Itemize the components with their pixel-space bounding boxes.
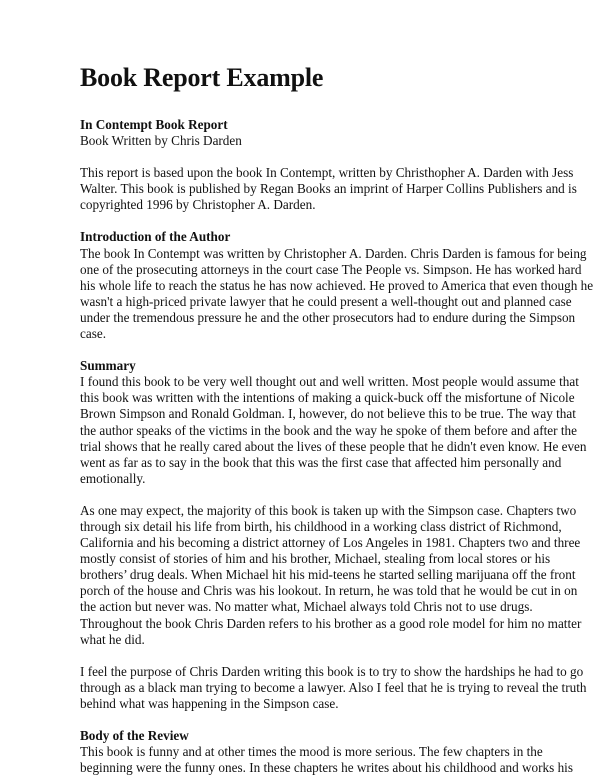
paragraph-line: trial shows that he really cared about the lives of these people that he didn't even know. He even bbox=[80, 438, 587, 454]
simpson-case-paragraph bbox=[80, 502, 582, 648]
paragraph-line: wasn't a high-priced private lawyer that he could present a well-thought out and planned case bbox=[80, 293, 572, 309]
paragraph-line: Brown Simpson and Ronald Goldman. I, however, do not believe this to be true. The way that bbox=[80, 406, 576, 422]
paragraph-line: California and his becoming a district attorney of Los Angeles in 1981. Chapters two and three bbox=[80, 535, 581, 551]
paragraph-line: this book was written with the intentions of making a quick-buck off the misfortune of Nicole bbox=[80, 390, 575, 406]
paragraph-line: As one may expect, the majority of this book is taken up with the Simpson case. Chapters two bbox=[80, 502, 577, 518]
section-heading-summary: Summary bbox=[80, 358, 136, 374]
report-header bbox=[80, 117, 540, 149]
paragraph-line: Throughout the book Chris Darden refers to his brother as a good role model for him no matter bbox=[80, 615, 582, 631]
paragraph-line: This book is funny and at other times the mood is more serious. The few chapters in the bbox=[80, 744, 543, 760]
paragraph-line: The book In Contempt was written by Christopher A. Darden. Chris Darden is famous for being bbox=[80, 245, 587, 261]
report-heading: In Contempt Book Report bbox=[80, 117, 228, 132]
paragraph-line: one of the prosecuting attorneys in the court case The People vs. Simpson. He has worked hard bbox=[80, 261, 582, 277]
paragraph-line: the action but never was. No matter what, Michael always told Chris not to use drugs. bbox=[80, 599, 533, 615]
paragraph-line: his whole life to reach the status he has now achieved. He proved to America that even though he bbox=[80, 277, 594, 293]
document-title: Book Report Example bbox=[80, 63, 324, 92]
paragraph-line: what he did. bbox=[80, 631, 145, 647]
intro-paragraph bbox=[80, 165, 577, 213]
report-author-line: Book Written by Chris Darden bbox=[80, 133, 242, 149]
paragraph-line: went as far as to say in the book that this was the first case that affected him personally and bbox=[80, 454, 562, 470]
paragraph-line: I feel the purpose of Chris Darden writing this book is to try to show the hardships he had to go bbox=[80, 663, 584, 679]
paragraph-line: beginning were the funny ones. In these chapters he writes about his childhood and works his bbox=[80, 760, 573, 776]
paragraph-line: through six detail his life from birth, his childhood in a working class district of Richmond, bbox=[80, 518, 562, 534]
section-heading-review: Body of the Review bbox=[80, 728, 189, 743]
paragraph-line: I found this book to be very well thought out and well written. Most people would assume that bbox=[80, 374, 579, 390]
section-heading-author: Introduction of the Author bbox=[80, 229, 231, 245]
paragraph-line: behind what was happening in the Simpson case. bbox=[80, 695, 339, 711]
paragraph-line: copyrighted 1996 by Christopher A. Darden. bbox=[80, 197, 316, 213]
paragraph-line: case. bbox=[80, 326, 106, 342]
paragraph-line: This report is based upon the book In Contempt, written by Christhopher A. Darden with Jess bbox=[80, 165, 574, 181]
paragraph-line: mostly consist of stories of him and his brother, Michael, stealing from local stores or his bbox=[80, 551, 551, 567]
summary-section bbox=[80, 358, 587, 487]
paragraph-line: through as a black man trying to become a lawyer. Also I feel that he is trying to reveal the truth bbox=[80, 679, 587, 695]
author-section bbox=[80, 229, 594, 342]
paragraph-line: Walter. This book is published by Regan Books an imprint of Harper Collins Publishers and is bbox=[80, 181, 577, 197]
paragraph-line: porch of the house and Chris was his lookout. In return, he was told that he would be cut in on bbox=[80, 583, 578, 599]
paragraph-line: brothers’ drug deals. When Michael hit his mid-teens he started selling marijuana off the front bbox=[80, 567, 576, 583]
paragraph-line: the author speaks of the victims in the book and the way he spoke of them before and after the bbox=[80, 422, 577, 438]
review-section bbox=[80, 728, 573, 776]
paragraph-line: emotionally. bbox=[80, 470, 146, 486]
purpose-paragraph bbox=[80, 663, 587, 712]
paragraph-line: under the tremendous pressure he and the other prosecutors had to endure during the Simpson bbox=[80, 309, 576, 325]
